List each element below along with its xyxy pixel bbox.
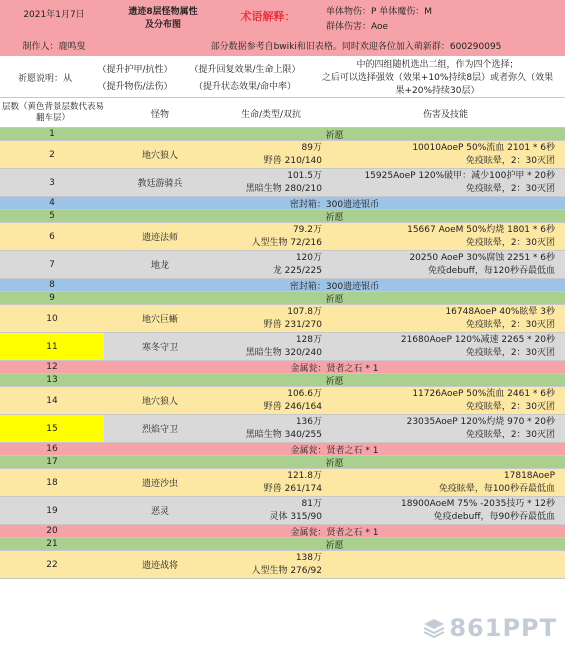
header-damage: 伤害及技能 [422, 109, 468, 120]
blessing-option-2a: （提升回复效果/生命上限） [189, 65, 301, 75]
date-label: 2021年1月7日 [23, 9, 85, 20]
table-row [0, 251, 565, 279]
monster-damage [326, 551, 565, 578]
damage-line: 16748AoeP 40%眩晕 3秒 [445, 306, 555, 317]
monster-type-resist: 人型生物 276/92 [251, 565, 322, 576]
monster-name: 地穴巨蜥 [141, 315, 178, 325]
skill-line: 免疫眩晕，2：30灭团 [465, 347, 555, 358]
separator-text: 祈愿 [325, 130, 344, 141]
monster-stats [216, 251, 326, 278]
monster-hp: 106.6万 [287, 388, 322, 399]
separator-row [0, 210, 565, 223]
damage-line: 21680AoeP 120%减速 2265 * 20秒 [400, 334, 555, 345]
blessing-option-1b: （提升物伤/法伤） [97, 82, 173, 92]
separator-row [0, 456, 565, 469]
separator-row [0, 292, 565, 305]
floor-number: 10 [46, 313, 58, 324]
monster-type-resist: 黑暗生物 320/240 [245, 347, 322, 358]
monster-name: 遗迹沙虫 [141, 479, 178, 489]
monster-name: 遗迹战将 [141, 561, 178, 571]
monster-hp: 138万 [295, 552, 322, 563]
floor-number: 8 [49, 280, 55, 290]
monster-stats [216, 469, 326, 496]
floor-number: 19 [46, 505, 58, 516]
monster-name: 地穴狼人 [141, 151, 178, 161]
monster-damage [326, 497, 565, 524]
damage-line: 15667 AoeM 50%灼烧 1801 * 6秒 [407, 224, 555, 235]
floor-number: 20 [46, 526, 58, 536]
floor-number: 21 [46, 539, 58, 549]
title-line-1: 遗迹8层怪物属性 [128, 6, 198, 17]
monster-type-resist: 黑暗生物 340/255 [245, 429, 322, 440]
monster-hp: 81万 [301, 498, 322, 509]
term-single: 单体物伤：P 单体魔伤：M [326, 7, 433, 17]
damage-line: 15925AoeP 120%破甲：减少100护甲 * 20秒 [364, 170, 555, 181]
monster-type-resist: 灵体 315/90 [269, 511, 322, 522]
source-note: 部分数据参考自bwiki和旧表格。同时欢迎各位加入萌新群：600290095 [210, 41, 502, 52]
monster-stats [216, 305, 326, 332]
monster-type-resist: 龙 225/225 [272, 265, 322, 276]
floor-number: 3 [49, 177, 55, 188]
table-row [0, 305, 565, 333]
separator-text: 祈愿 [325, 212, 344, 223]
monster-type-resist: 黑暗生物 280/210 [245, 183, 322, 194]
skill-line: 免疫debuff，每120秒吞最低血 [427, 265, 555, 276]
monster-type-resist: 野兽 246/164 [263, 401, 322, 412]
floor-number: 6 [49, 231, 55, 242]
separator-row [0, 374, 565, 387]
floor-number: 2 [49, 149, 55, 160]
separator-text: 密封箱：300遗迹银币 [289, 281, 380, 292]
separator-text: 祈愿 [325, 540, 344, 551]
monster-hp: 79.2万 [292, 224, 322, 235]
watermark-layers-icon [423, 618, 445, 638]
separator-row [0, 525, 565, 538]
monster-hp: 101.5万 [287, 170, 322, 181]
table-row [0, 497, 565, 525]
monster-damage [326, 415, 565, 442]
monster-stats [216, 169, 326, 196]
monster-name: 地龙 [150, 261, 169, 271]
table-row [0, 169, 565, 197]
monster-damage [326, 223, 565, 250]
monster-damage [326, 251, 565, 278]
blessing-desc-2: 之后可以选择强效（效果+10%持续8层）或者弥久（效果 [321, 73, 554, 83]
title-line-2: 及分布图 [144, 19, 181, 30]
floor-number: 11 [0, 333, 104, 360]
monster-hp: 89万 [301, 142, 322, 153]
floor-number: 13 [46, 375, 58, 385]
skill-line: 免疫眩晕，2：30灭团 [465, 429, 555, 440]
blessing-label: 祈愿说明：从 [17, 73, 72, 84]
separator-text: 金属瓮：贤者之石 * 1 [290, 527, 379, 538]
floor-number: 17 [46, 457, 58, 467]
skill-line: 免疫眩晕，2：30灭团 [465, 237, 555, 248]
floor-number: 18 [46, 477, 58, 488]
skill-line: 免疫眩晕，2：30灭团 [465, 183, 555, 194]
monster-type-resist: 野兽 210/140 [263, 155, 322, 166]
monster-stats [216, 497, 326, 524]
table-row [0, 415, 565, 443]
table-row [0, 469, 565, 497]
table-row [0, 333, 565, 361]
floor-number: 4 [49, 198, 55, 208]
monster-damage [326, 141, 565, 168]
separator-row [0, 128, 565, 141]
floor-number: 16 [46, 444, 58, 454]
blessing-desc-1: 中的四组随机选出二组，作为四个选择； [356, 60, 519, 70]
skill-line: 免疫眩晕，2：30灭团 [465, 401, 555, 412]
skill-line: 免疫debuff，每90秒吞最低血 [433, 511, 555, 522]
floor-number: 5 [49, 211, 55, 221]
damage-line: 23035AoeP 120%灼烧 970 * 20秒 [406, 416, 555, 427]
monster-hp: 120万 [295, 252, 322, 263]
term-aoe: 群体伤害：Aoe [326, 22, 389, 32]
skill-line: 免疫眩晕，2：30灭团 [465, 319, 555, 330]
table-row [0, 141, 565, 169]
monster-damage [326, 305, 565, 332]
monster-type-resist: 人型生物 72/216 [251, 237, 322, 248]
separator-text: 祈愿 [325, 458, 344, 469]
monster-name: 遗迹法师 [141, 233, 178, 243]
separator-text: 金属瓮：贤者之石 * 1 [290, 363, 379, 374]
skill-line: 免疫眩晕，2：30灭团 [465, 155, 555, 166]
floor-number: 22 [46, 559, 58, 570]
monster-stats [216, 551, 326, 578]
separator-row [0, 443, 565, 456]
table-row [0, 223, 565, 251]
term-label: 术语解释： [240, 10, 296, 23]
monster-name: 烈焰守卫 [141, 425, 178, 435]
monster-name: 恶灵 [150, 507, 169, 517]
blessing-option-1a: （提升护甲/抗性） [97, 65, 173, 75]
separator-row [0, 197, 565, 210]
monster-stats [216, 333, 326, 360]
table-row [0, 551, 565, 579]
monster-hp: 107.8万 [287, 306, 322, 317]
monster-stats [216, 223, 326, 250]
monster-hp: 136万 [295, 416, 322, 427]
damage-line: 11726AoeP 50%流血 2461 * 6秒 [412, 388, 555, 399]
monster-damage [326, 387, 565, 414]
blessing-option-2b: （提升状态效果/命中率） [193, 82, 297, 92]
monster-damage [326, 333, 565, 360]
separator-row [0, 538, 565, 551]
skill-line: 免疫眩晕，每100秒吞最低血 [438, 483, 555, 494]
floor-number: 15 [0, 415, 104, 442]
monster-hp: 121.8万 [287, 470, 322, 481]
separator-text: 金属瓮：贤者之石 * 1 [290, 445, 379, 456]
monster-name: 地穴狼人 [141, 397, 178, 407]
separator-text: 祈愿 [325, 376, 344, 387]
floor-number: 7 [49, 259, 55, 270]
monster-damage [326, 469, 565, 496]
damage-line: 17818AoeP [503, 470, 555, 481]
damage-line: 10010AoeP 50%流血 2101 * 6秒 [412, 142, 555, 153]
monster-name: 寒冬守卫 [141, 343, 178, 353]
header-monster: 怪物 [150, 109, 169, 120]
floor-number: 1 [49, 129, 55, 139]
author-label: 制作人：鹿鸣叟 [22, 41, 86, 52]
watermark-text: 861PPT [449, 614, 557, 642]
watermark [423, 614, 557, 642]
damage-line: 20250 AoeP 30%腐蚀 2251 * 6秒 [409, 252, 555, 263]
separator-row [0, 279, 565, 292]
monster-damage [326, 169, 565, 196]
separator-text: 密封箱：300遗迹银币 [289, 199, 380, 210]
floor-number: 14 [46, 395, 58, 406]
damage-line: 18900AoeM 75% -2035技巧 * 12秒 [401, 498, 555, 509]
monster-stats [216, 387, 326, 414]
floor-number: 12 [46, 362, 58, 372]
separator-text: 祈愿 [325, 294, 344, 305]
floor-number: 9 [49, 293, 55, 303]
monster-name: 教廷游骑兵 [137, 179, 183, 189]
monster-type-resist: 野兽 261/174 [263, 483, 322, 494]
table-row [0, 387, 565, 415]
monster-type-resist: 野兽 231/270 [263, 319, 322, 330]
blessing-desc-3: 果+20%持续30层） [395, 86, 480, 96]
monster-stats [216, 415, 326, 442]
separator-row [0, 361, 565, 374]
header-floor: 层数（黄色背景层数代表易翻车层） [2, 102, 105, 123]
monster-hp: 128万 [295, 334, 322, 345]
header-stats: 生命/类型/双抗 [240, 109, 302, 120]
monster-stats [216, 141, 326, 168]
